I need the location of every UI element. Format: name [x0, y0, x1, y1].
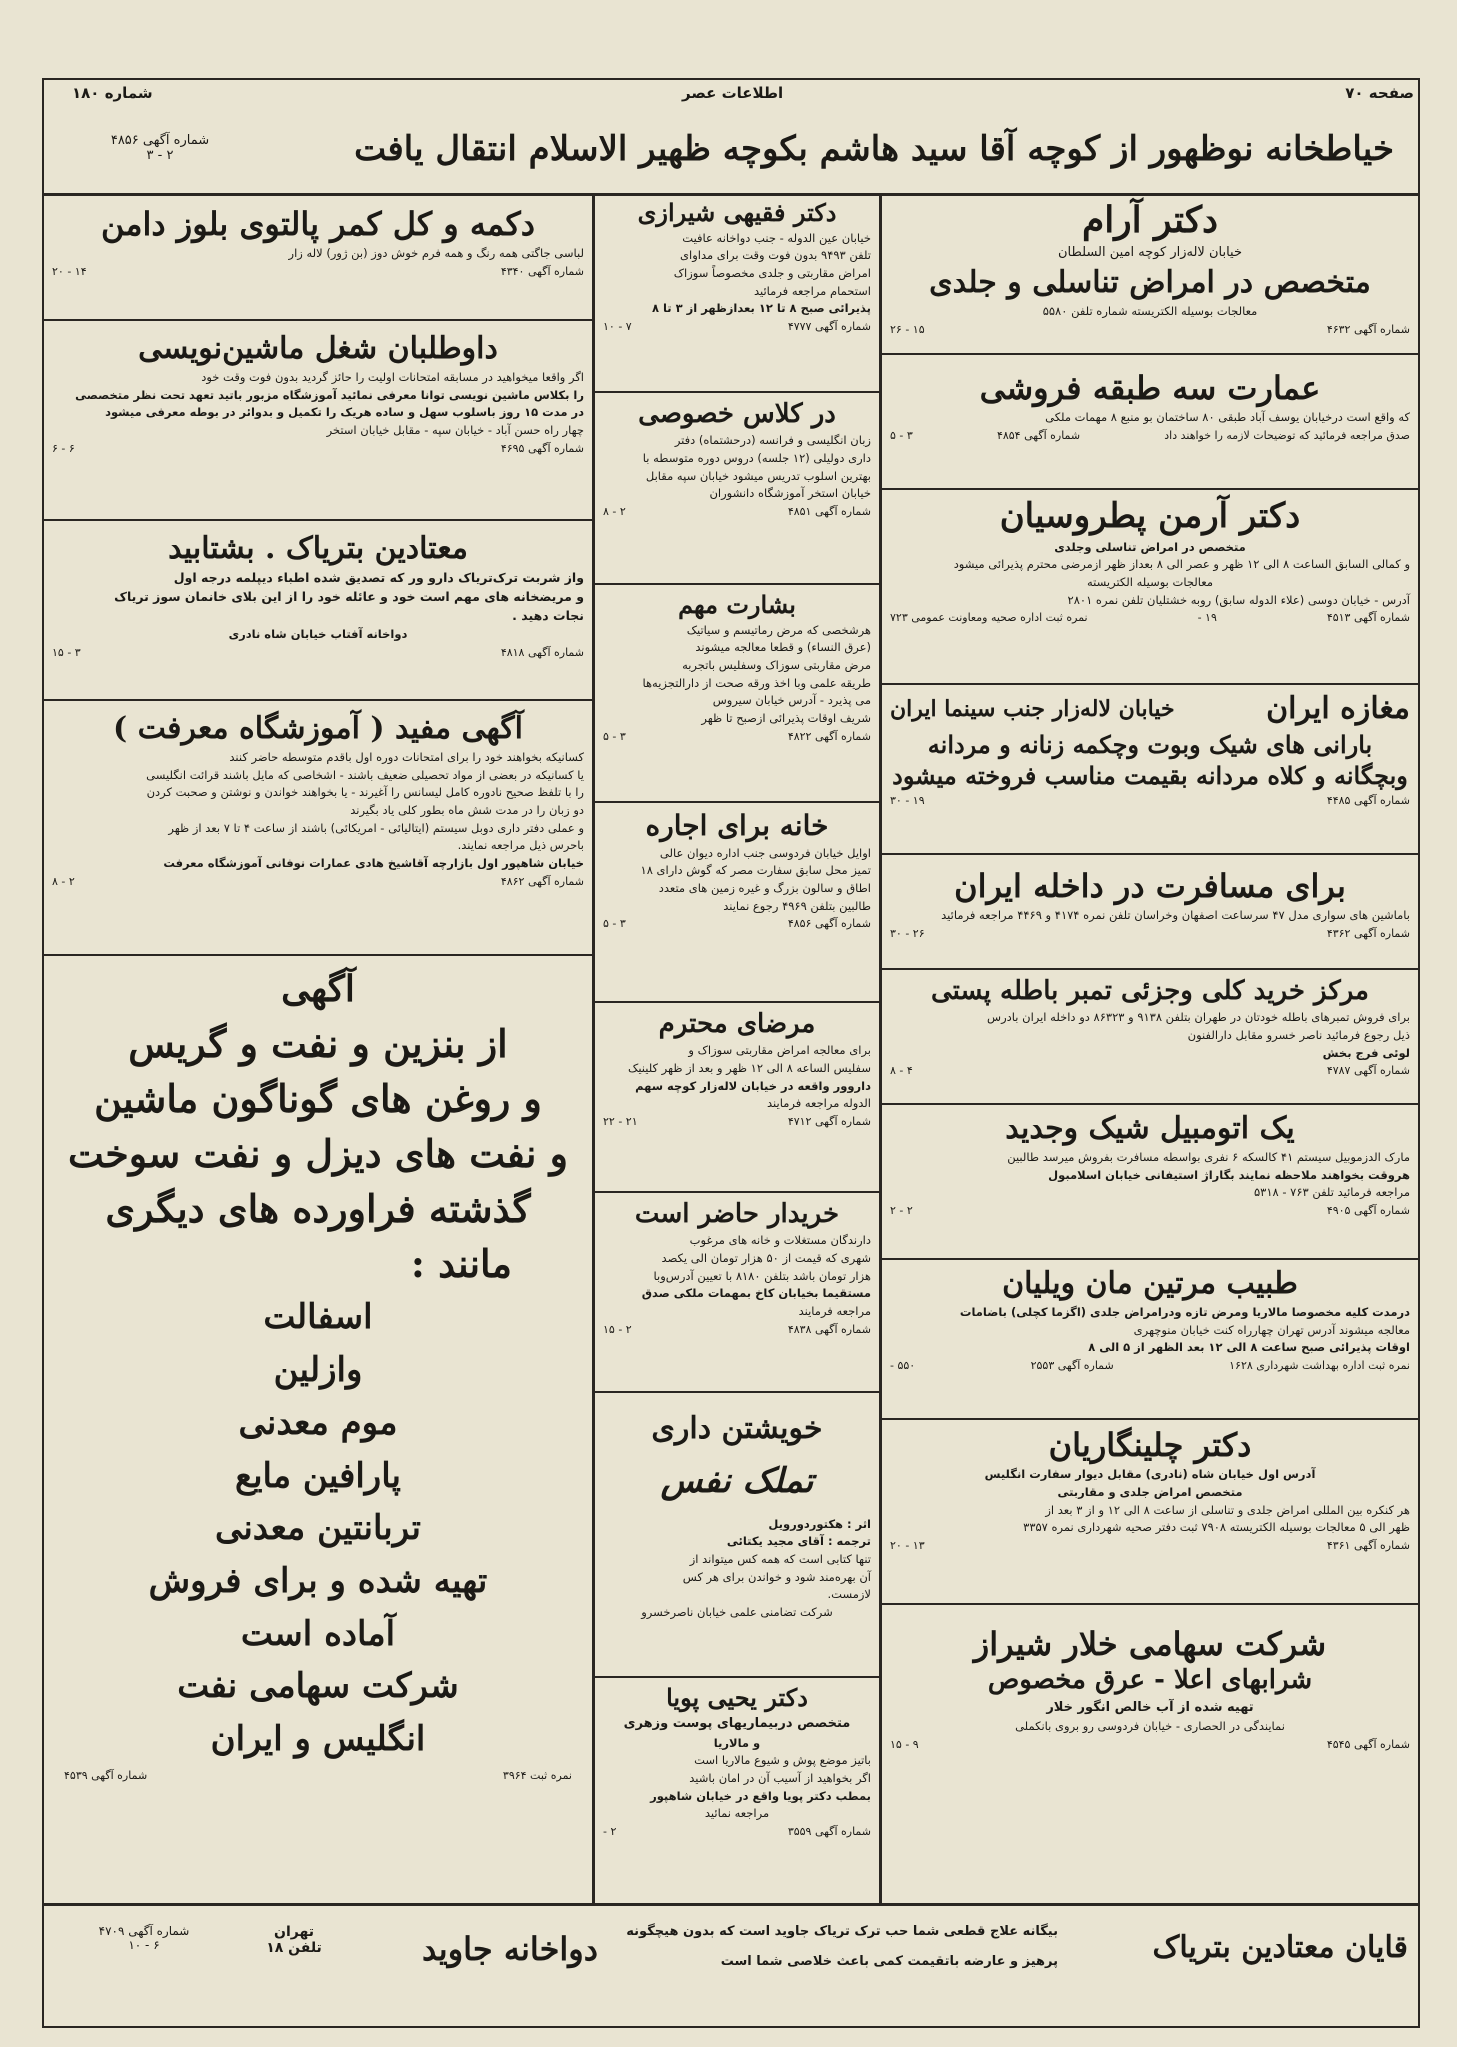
ad-title: دکتر فقیهی شیرازی	[637, 198, 837, 227]
ad-line: داروور واقعه در خیابان لاله‌زار کوچه سهم	[635, 1078, 871, 1093]
ad-title: دکتر چلینگاریان	[1048, 1426, 1252, 1464]
ad-title: در کلاس خصوصی	[638, 399, 836, 429]
ad-line: دارندگان مستغلات و خانه های مرغوب	[689, 1233, 871, 1248]
ad-line: نمره ثبت اداره صحیه ومعاونت عمومی ۷۲۳	[890, 611, 1088, 625]
ad-ref	[52, 646, 584, 659]
ad-line: برای معالجه امراض مقاربتی سوزاک و	[688, 1043, 871, 1058]
ad-doctor-pouya	[595, 1678, 879, 1903]
ad-line: کسانیکه بخواهند خود را برای امتحانات دوره اول باقدم متوسطه حاضر کنند	[229, 750, 584, 764]
ad-line: خیابان لاله‌زار کوچه امین السلطان	[1057, 245, 1243, 261]
ad-header	[890, 689, 1410, 729]
ad-line: لباسی جاگتی همه رنگ و همه فرم خوش دوز (بن ژور) لاله زار	[288, 246, 584, 261]
ad-ref-range: ۱۳ - ۲۰	[890, 1539, 925, 1553]
ad-ref-number: شماره آگهی ۴۶۳۲	[1326, 322, 1410, 336]
company-name: انگلیس و ایران	[210, 1718, 426, 1759]
right-column	[882, 193, 1418, 1903]
ad-line: نمایندگی در الحصاری - خیابان فردوسی رو بروی بانکملی	[1015, 1719, 1285, 1734]
ad-line: متخصص در امراض تناسلی و جلدی	[929, 265, 1371, 301]
ad-ref	[890, 611, 1410, 624]
ad-line: لوئی فرج بخش	[1322, 1045, 1410, 1060]
ad-ref	[52, 265, 584, 278]
ad-ref-number: شماره آگهی ۴۸۵۶	[787, 917, 871, 931]
ad-line: خیابان لاله‌زار جنب سینما ایران	[890, 695, 1175, 722]
ad-title: دکمه و کل کمر پالتوی بلوز دامن	[100, 205, 536, 243]
headline-ref	[70, 133, 250, 163]
ad-ref-number: شماره آگهی ۴۵۴۵	[1326, 1738, 1410, 1752]
ad-line: شریف اوقات پذیرائی ازصبح تا ظهر	[701, 711, 871, 726]
ad-ref-range: ۳ - ۵	[890, 429, 913, 443]
ad-ref-number: شماره آگهی ۴۸۶۲	[500, 874, 584, 888]
ad-ref	[52, 442, 584, 455]
ad-marefat-school	[44, 701, 592, 956]
ad-line: اگر بخواهید از آسیب آن در امان باشید	[689, 1770, 871, 1785]
ad-line: استحمام مراجعه فرمائید	[753, 283, 871, 298]
ad-line: الدوله مراجعه فرمایند	[766, 1096, 871, 1111]
ad-ref	[890, 323, 1410, 336]
ad-ref-range: ۲ - ۸	[603, 504, 626, 518]
ad-ref	[890, 1738, 1410, 1751]
ad-title: آگهی	[281, 968, 355, 1010]
ad-ref-range: ۶ - ۶	[52, 441, 75, 455]
ad-line: اثر : هکتوردورویل	[768, 1516, 871, 1531]
ad-ref-number: شماره آگهی ۴۸۵۴	[996, 429, 1081, 443]
ad-self-control-book	[595, 1393, 879, 1678]
ad-title: خریدار حاضر است	[634, 1199, 840, 1229]
ad-ref-range: ۲ - ۲	[890, 1204, 913, 1218]
ad-ref-range: ۳ - ۵	[603, 917, 626, 931]
ad-private-class	[595, 393, 879, 585]
ad-line: مراجعه فرمائید تلفن ۷۶۳ - ۵۳۱۸	[1253, 1185, 1410, 1200]
ad-title: برای مسافرت در داخله ایران	[954, 867, 1346, 905]
ad-line: و مریضخانه های مهم است خود و عائله خود را از این بلای خانمان سوز تریاک	[114, 589, 584, 605]
ad-ref	[603, 1115, 871, 1128]
ad-line: طریقه علمی وبا اخذ ورقه صحت از دارالتجزیه‌ها	[642, 675, 871, 690]
ad-title: خویشتن داری	[651, 1411, 823, 1446]
ad-line: باتیز موضع پوش و شیوع مالاریا است	[694, 1753, 871, 1768]
ad-stamp-center	[882, 970, 1418, 1105]
newspaper-name: اطلاعات عصر	[682, 84, 784, 102]
oil-product: وازلین	[273, 1350, 363, 1391]
ad-line: تمیز محل سابق سفارت مصر که گوش دارای ۱۸	[640, 863, 871, 878]
book-logo: تملک نفس	[660, 1461, 814, 1501]
ad-ref-number: شماره آگهی ۴۳۶۲	[1326, 927, 1410, 941]
ad-ref-number: شماره آگهی ۴۸۳۸	[787, 1322, 871, 1336]
ad-line: اوایل خیابان فردوسی جنب اداره دیوان عالی	[659, 845, 871, 860]
ad-line: اطاق و سالون بزرگ و غیره زمین های متعدد	[658, 880, 871, 895]
ad-title: شرکت سهامی خلار شیراز	[973, 1625, 1327, 1663]
ad-title: دکتر آرمن پطروسیان	[999, 496, 1301, 536]
ad-title: یک اتومبیل شیک وجدید	[1005, 1111, 1295, 1146]
ad-line: داری دولیلی (۱۲ جلسه) دروس دوره متوسطه با	[642, 450, 871, 465]
ad-line: ظهر الی ۵ معالجات بوسیله الکتریسته ۷۹۰۸ ثبت دفتر صحیه شهرداری نمره ۳۳۵۷	[1023, 1520, 1410, 1535]
ad-line: نمره ثبت اداره بهداشت شهرداری ۱۶۲۸	[1229, 1359, 1410, 1373]
left-column	[44, 193, 592, 1903]
ad-ref	[890, 927, 1410, 940]
ad-line: متخصص در امراض تناسلی وجلدی	[1054, 539, 1246, 554]
ad-ref-number: شماره آگهی ۴۷۷۷	[787, 320, 871, 334]
ad-line: و مالاریا	[713, 1735, 761, 1750]
ad-line: تهیه شده از آب خالص انگور خلار	[1046, 1699, 1254, 1715]
phone: تلفن ۱۸	[266, 1940, 322, 1956]
ad-line: درمدت کلیه مخصوصا مالاریا ومرض تازه ودرامراض جلدی (اگزما کچلی) باضامات	[959, 1305, 1410, 1319]
ad-ref-number: شماره آگهی ۴۳۶۱	[1326, 1539, 1410, 1553]
ad-line: خیابان عین الدوله - جنب دواخانه عافیت	[682, 230, 871, 245]
ad-ref-range: ۲ - ۸	[52, 874, 75, 888]
ad-ref-number: شماره آگهی ۴۶۹۵	[500, 441, 584, 455]
ad-ref-number: شماره آگهی ۲۵۵۳	[1030, 1359, 1114, 1373]
headline-ref-range: ۲ - ۳	[146, 148, 174, 163]
ad-line: هر کنکره بین المللی امراض جلدی و تناسلی از ساعت ۸ الی ۱۲ و از ۳ بعد از	[1045, 1502, 1410, 1517]
ad-travel-iran	[882, 855, 1418, 970]
ad-doctor-aram	[882, 193, 1418, 355]
ad-important-news	[595, 585, 879, 803]
ad-automobile	[882, 1105, 1418, 1260]
ad-buttons-belts	[44, 193, 592, 321]
ad-anglo-iranian-oil	[44, 956, 592, 1903]
ad-line: باحرس ذیل مراجعه نمایند.	[457, 838, 584, 853]
ad-ref	[890, 1539, 1410, 1552]
ad-line: دو زبان را در مدت شش ماه بطور کلی یاد بگیرند	[350, 803, 584, 818]
ad-line: متخصص دربیماریهای پوست وزهری	[623, 1715, 851, 1731]
ad-ref	[603, 1825, 871, 1838]
ad-ref-number: شماره آگهی ۴۹۰۵	[1326, 1204, 1410, 1218]
ad-ref-number: شماره آگهی ۴۷۱۲	[787, 1114, 871, 1128]
ad-line: واز شربت ترک‌تریاک دارو ور که تصدیق شده اطباء دیپلمه درجه اول	[173, 570, 584, 585]
ad-ref-number: شماره آگهی ۳۵۵۹	[787, 1825, 871, 1838]
oil-product: اسفالت	[263, 1297, 373, 1338]
ad-line: می پذیرد - آدرس خیابان سیروس	[712, 693, 871, 708]
ad-line: سفلیس الساعه ۸ الی ۱۲ ظهر و بعد از ظهر کلینیک	[628, 1060, 871, 1075]
ad-line: مستقیما بخیابان کاخ بمهمات ملکی صدق	[641, 1286, 871, 1301]
city: تهران	[274, 1924, 314, 1940]
footer-title: قایان معتادین بتریاک	[1152, 1930, 1408, 1965]
oil-product: تربانتین معدنی	[214, 1508, 421, 1549]
footer-ad-javid	[44, 1906, 1418, 2026]
ad-ref-number: شماره آگهی ۴۸۲۲	[787, 729, 871, 743]
ad-ref-number: شماره آگهی ۴۸۵۱	[787, 504, 871, 518]
ad-line: از بنزین و نفت و گریس	[128, 1021, 508, 1066]
ad-ref-range: ۱۹ -	[1197, 611, 1217, 625]
ad-ref-number: شماره آگهی ۴۴۸۵	[1326, 793, 1410, 807]
ad-line: مرض مقاربتی سوزاک وسفلیس باتجربه	[682, 658, 871, 673]
ad-title: بشارت مهم	[678, 590, 796, 619]
ad-title: معتادین بتریاک . بشتابید	[168, 531, 468, 566]
ad-line: ذیل رجوع فرمائید ناصر خسرو مقابل دارالفنون	[1187, 1027, 1410, 1042]
ad-line: پذیرائی صبح ۸ تا ۱۲ بعدازظهر از ۳ تا ۸	[651, 301, 871, 316]
ad-typing-class	[44, 321, 592, 521]
ad-line: تهیه شده و برای فروش	[148, 1560, 488, 1601]
ad-ref-range: ۳ - ۱۵	[52, 646, 81, 660]
ad-line: نجات دهید .	[512, 608, 584, 624]
ad-line: باماشین های سواری مدل ۴۷ سرساعت اصفهان وخراسان تلفن نمره ۴۱۷۴ و ۴۴۶۹ مراجعه فرمائید	[941, 908, 1410, 923]
ad-line: معالجات بوسیله الکتریسته	[1087, 575, 1213, 590]
newspaper-page	[42, 78, 1420, 2028]
ad-title: مغازه ایران	[1266, 691, 1410, 726]
ad-doctor-faghihi	[595, 193, 879, 393]
ad-line: مانند :	[410, 1241, 512, 1287]
ad-line: یا کسانیکه در بعضی از مواد تحصیلی ضعیف باشند - اشخاصی که مایل باشند قرائت انگلیسی	[146, 767, 584, 782]
ad-line: صدق مراجعه فرمائید که توضیحات لازمه را خواهند داد	[1164, 429, 1410, 443]
ad-line: طالبین بتلفن ۴۹۶۹ رجوع نمایند	[723, 898, 871, 913]
ad-line: (عرق النساء) و قطعا معالجه میشوند	[695, 640, 871, 655]
ad-line: گذشته فراورده های دیگری	[105, 1186, 531, 1232]
ad-line: برای فروش تمبرهای باطله خودتان در طهران بتلفن ۹۱۳۸ و ۸۶۳۲۳ دو داخله ایران بادرس	[987, 1010, 1410, 1025]
ad-title: طبیب مرتین مان ویلیان	[1002, 1266, 1298, 1301]
middle-column	[595, 193, 879, 1903]
issue-number: شماره ۱۸۰	[72, 84, 153, 102]
ad-line: را بکلاس ماشین نویسی توانا معرفی نمائید آموزشگاه مزبور باتید تعهد تحت نظر متخصصی	[75, 387, 584, 402]
ad-ref	[890, 1359, 1410, 1372]
ad-line: هرشخصی که مرض رماتیسم و سیاتیک	[686, 622, 871, 637]
ad-doctor-petrosian	[882, 490, 1418, 685]
ad-line: و عملی دفتر داری دوبل سیستم (ایتالیائی - امریکائی) باشند از ساعت ۴ تا ۷ بعد از ظهر	[168, 820, 584, 835]
oil-product: موم معدنی	[238, 1402, 398, 1443]
page-number: صفحه ۷۰	[1345, 84, 1414, 102]
ad-ref-range: ۴ - ۸	[890, 1064, 913, 1078]
ad-line: بمطب دکتر پویا واقع در خیابان شاهپور	[650, 1788, 871, 1803]
ad-line: آدرس اول خیابان شاه (نادری) مقابل دیوار سفارت انگلیس	[984, 1467, 1316, 1482]
ad-line: و روغن های گوناگون ماشین	[94, 1076, 542, 1122]
ad-line: خیابان شاهپور اول بازارچه آقاشیخ هادی عمارات نوفانی آموزشگاه معرفت	[163, 856, 584, 871]
ad-title: مرضای محترم	[658, 1009, 816, 1039]
ad-house-rent	[595, 803, 879, 1003]
footer-contact	[244, 1924, 344, 1956]
ad-ref	[52, 875, 584, 888]
registration-number: نمره ثبت ۳۹۶۴	[502, 1768, 572, 1782]
ad-line: مراجعه فرمایند	[798, 1303, 871, 1318]
footer-line: بیگانه علاج قطعی شما حب ترک تریاک جاوید است که بدون هیچگونه	[626, 1924, 1058, 1939]
ad-buyer-ready	[595, 1193, 879, 1393]
ad-line: بهترین اسلوب تدریس میشود خیابان سپه مقابل	[645, 468, 871, 483]
ad-line: معالجه میشوند آدرس تهران چهارراه کنت خیابان منوچهری	[1133, 1322, 1410, 1337]
ad-respected-patients	[595, 1003, 879, 1193]
company-name: شرکت سهامی نفت	[177, 1666, 459, 1707]
ad-line: زبان انگلیسی و فرانسه (درحشتماه) دفتر	[674, 433, 871, 448]
ad-ref	[890, 429, 1410, 442]
ad-line: در مدت ۱۵ روز باسلوب سهل و ساده هریک را تکمیل و بدوائر در بوطه معرفی میشود	[105, 405, 584, 420]
ad-line: آن بهره‌مند شود و خواندن برای هر کس	[682, 1569, 871, 1584]
ad-line: شرابهای اعلا - عرق مخصوص	[987, 1665, 1313, 1696]
pharmacy-name: دواخانه جاوید	[421, 1930, 598, 1968]
ad-ref-range: ۷ - ۱۰	[603, 320, 632, 334]
ad-title: خانه برای اجاره	[645, 809, 829, 842]
headline-ref-number: شماره آگهی ۴۸۵۶	[110, 133, 210, 148]
ad-ref	[603, 320, 871, 333]
ad-line: و کمالی السابق الساعت ۸ الی ۱۲ ظهر و عصر الی ۸ بعداز ظهر ازمرضی محترم پذیرائی میشود	[953, 557, 1410, 572]
oil-product: پارافین مایع	[234, 1455, 402, 1496]
headline-title: خیاطخانه نوظهور از کوچه آقا سید هاشم بکوچه ظهیر الاسلام انتقال یافت	[354, 129, 1394, 169]
ad-building-sale	[882, 355, 1418, 490]
ad-iran-store	[882, 685, 1418, 855]
ad-title: دکتر آرام	[1081, 199, 1219, 241]
ad-title: دکتر یحیی پویا	[666, 1683, 808, 1712]
ad-ref	[603, 730, 871, 743]
ad-ref-range: ۳ - ۵	[603, 729, 626, 743]
ad-ref	[890, 1204, 1410, 1217]
ad-ref	[64, 1769, 572, 1782]
ad-line: لازمست.	[827, 1587, 871, 1602]
ad-ref	[603, 505, 871, 518]
ad-line: مارک الدزموبیل سیستم ۴۱ کالسکه ۶ نفری بواسطه مسافرت بفروش میرسد طالبین	[1007, 1150, 1410, 1164]
footer-ref	[74, 1924, 214, 1952]
ad-ref	[890, 1064, 1410, 1077]
ad-opium-addicts	[44, 521, 592, 701]
ad-line: تنها کتابی است که همه کس میتواند از	[689, 1552, 871, 1567]
ad-ref	[890, 794, 1410, 807]
footer-line: پرهیز و عارضه باتقیمت کمی باعث خلاصی شما است	[720, 1954, 1058, 1969]
ad-doctor-chelingarian	[882, 1420, 1418, 1605]
ad-ref-range: ۱۹ - ۳۰	[890, 793, 925, 807]
ad-ref-range: ۲۶ - ۳۰	[890, 927, 925, 941]
ad-ref-range: ۲ -	[603, 1825, 617, 1838]
ad-ref-range: ۱۴ - ۲۰	[52, 265, 87, 279]
ad-line: اوقات پذیرائی صبح ساعت ۸ الی ۱۲ بعد الظهر از ۵ الی ۸	[1088, 1340, 1410, 1355]
ad-line: وبچگانه و کلاه مردانه بقیمت مناسب فروخته میشود	[892, 760, 1408, 790]
ad-ref-number: شماره آگهی ۴۳۴۰	[500, 265, 584, 279]
ad-title: داوطلبان شغل ماشین‌نویسی	[138, 331, 498, 366]
ad-doctor-martin	[882, 1260, 1418, 1420]
ad-line: هروقت بخواهند ملاحظه نمایند بگاراژ استیفانی خیابان اسلامبول	[1048, 1167, 1410, 1182]
ad-line: ترجمه : آقای مجید یکتائی	[726, 1534, 871, 1549]
ad-ref	[603, 1323, 871, 1336]
ad-ref-range: ۹ - ۱۵	[890, 1738, 919, 1752]
ad-line: و نفت های دیزل و نفت سوخت	[67, 1131, 568, 1177]
ad-line: شهری که قیمت از ۵۰ هزار تومان الی یکصد	[661, 1250, 871, 1265]
ad-ref-range: ۲۱ - ۲۲	[603, 1114, 638, 1128]
ad-line: بارانی های شیک وبوت وچکمه زنانه و مردانه	[927, 730, 1373, 759]
ad-line: دواخانه آفتاب خیابان شاه نادری	[228, 627, 408, 642]
ad-ref-number: شماره آگهی ۴۵۳۹	[64, 1768, 148, 1782]
ad-line: را با تلفظ صحیح نادوره کامل لیسانس را آغیرند - یا بخواهند خواندن و نوشتن و صحبت کردن	[146, 785, 584, 800]
ad-line: اگر واقعا میخواهید در مسابقه امتحانات اولیت را حائز گردید بدون فوت وقت خود	[201, 370, 584, 384]
ad-line: مراجعه نمائید	[704, 1806, 770, 1821]
ad-title: مرکز خرید کلی وجزئی تمبر باطله پستی	[931, 976, 1369, 1006]
ad-line: که واقع است درخیابان یوسف آباد طبقی ۸۰ ساختمان بو منبع ۸ مهمات ملکی	[1045, 410, 1410, 425]
ad-title: آگهی مفید ( آموزشگاه معرفت )	[113, 711, 523, 746]
ad-khollar-shiraz	[882, 1605, 1418, 1903]
ad-ref-range: ۲ - ۱۵	[603, 1322, 632, 1336]
ad-title: عمارت سه طبقه فروشی	[979, 369, 1321, 407]
ad-line: آدرس - خیابان دوسی (علاء الدوله سابق) روبه خشتلیان تلفن نمره ۲۸۰۱	[1067, 592, 1410, 607]
ad-line: متخصص امراض جلدی و مقاربتی	[1057, 1485, 1243, 1500]
ad-ref-number: شماره آگهی ۴۷۰۹	[98, 1924, 190, 1938]
ad-ref-range: ۵۵۰ -	[890, 1359, 916, 1373]
ad-line: امراض مقاربتی و جلدی مخصوصاً سوزاک	[673, 266, 871, 281]
ad-ref-range: ۱۵ - ۲۶	[890, 322, 925, 336]
ad-line: خیابان استخر آموزشگاه دانشوران	[709, 486, 871, 501]
ad-ref-number: شماره آگهی ۴۵۱۳	[1326, 611, 1410, 625]
ad-ref-number: شماره آگهی ۴۸۱۸	[500, 646, 584, 660]
ad-ref-range: ۶ - ۱۰	[128, 1938, 160, 1952]
ad-line: آماده است	[240, 1613, 396, 1654]
ad-line: تلفن ۹۴۹۳ بدون فوت وقت برای مداوای	[680, 248, 871, 263]
ad-ref	[603, 917, 871, 930]
ad-line: شرکت تضامنی علمی خیابان ناصرخسرو	[641, 1605, 833, 1620]
ad-line: چهار راه حسن آباد - خیابان سپه - مقابل خیابان استخر	[326, 423, 584, 438]
ad-line: هزار تومان باشد بتلفن ۸۱۸۰ با تعیین آدرس‌وبا	[653, 1268, 871, 1283]
ad-line: معالجات بوسیله الکتریسته شماره تلفن ۵۵۸۰	[1042, 304, 1258, 319]
headline-ad	[44, 115, 1418, 196]
ad-ref-number: شماره آگهی ۴۷۸۷	[1326, 1064, 1410, 1078]
